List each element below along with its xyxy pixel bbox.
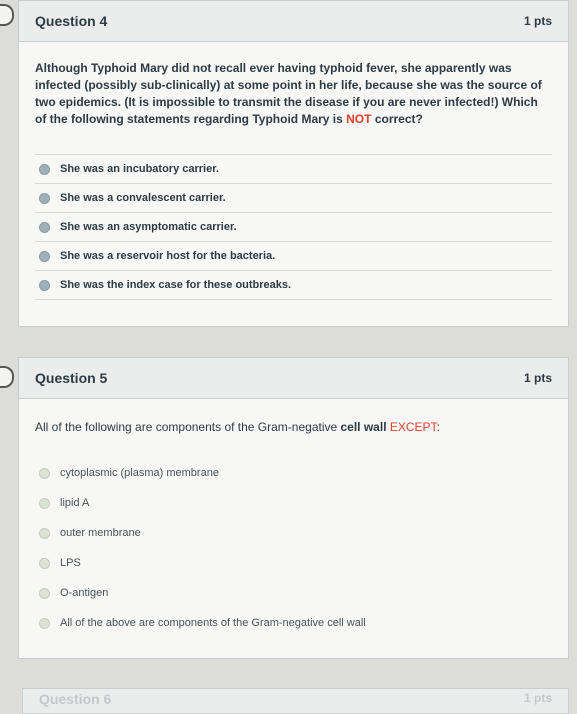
radio-button[interactable] <box>39 280 50 291</box>
radio-button[interactable] <box>39 618 50 629</box>
radio-button[interactable] <box>39 558 50 569</box>
option-label: She was the index case for these outbreaks. <box>60 279 292 291</box>
question-4-option[interactable] <box>35 154 552 183</box>
question-4-option[interactable] <box>35 241 552 270</box>
question-5-options <box>35 458 552 638</box>
radio-button[interactable] <box>39 588 50 599</box>
question-5-text-bold: cell wall <box>340 420 387 434</box>
question-5-title: Question 5 <box>35 370 108 386</box>
question-4-title: Question 4 <box>35 13 108 29</box>
question-5-option[interactable] <box>35 608 552 638</box>
question-5-header <box>19 358 568 399</box>
option-label: LPS <box>60 557 81 569</box>
option-label: cytoplasmic (plasma) membrane <box>60 467 219 479</box>
question-5-marker <box>0 366 14 388</box>
question-4-header <box>19 1 568 42</box>
question-5-option[interactable] <box>35 458 552 488</box>
question-5-option[interactable] <box>35 578 552 608</box>
question-4-option[interactable] <box>35 270 552 299</box>
radio-button[interactable] <box>39 468 50 479</box>
option-label: She was a reservoir host for the bacteria. <box>60 250 276 262</box>
option-label: outer membrane <box>60 527 141 539</box>
radio-button[interactable] <box>39 528 50 539</box>
question-4-marker <box>0 4 14 26</box>
option-label: O-antigen <box>60 587 109 599</box>
question-4-text-part1: Although Typhoid Mary did not recall ever having typhoid fever, she apparently was infected (possibly sub-clinically) at some point in her life, because she was the source of two epidemics. (It is impossible to transmit the disease if you are never infected!) Which of the following statements regarding Typhoid Mary is <box>35 61 542 126</box>
radio-button[interactable] <box>39 164 50 175</box>
option-label: She was a convalescent carrier. <box>60 192 226 204</box>
radio-button[interactable] <box>39 498 50 509</box>
question-6-header <box>22 688 569 714</box>
question-4-option[interactable] <box>35 212 552 241</box>
option-label: All of the above are components of the Gram-negative cell wall <box>60 617 366 629</box>
radio-button[interactable] <box>39 251 50 262</box>
question-4-points: 1 pts <box>523 14 552 28</box>
question-5-card <box>18 357 569 659</box>
question-4-option[interactable] <box>35 183 552 212</box>
question-5-points: 1 pts <box>523 371 552 385</box>
radio-button[interactable] <box>39 193 50 204</box>
question-6-title: Question 6 <box>39 691 112 707</box>
question-5-option[interactable] <box>35 518 552 548</box>
question-4-text <box>35 60 552 128</box>
question-5-option[interactable] <box>35 488 552 518</box>
question-6-points: 1 pts <box>523 691 552 705</box>
question-4-card <box>18 0 569 327</box>
question-5-text-part1: All of the following are components of the Gram-negative <box>35 420 341 434</box>
question-5-option[interactable] <box>35 548 552 578</box>
question-4-text-part2: correct? <box>371 112 423 126</box>
option-label: She was an incubatory carrier. <box>60 163 219 175</box>
question-4-not-emphasis: NOT <box>346 112 372 126</box>
question-5-text <box>35 419 552 436</box>
question-4-options <box>35 154 552 300</box>
option-label: She was an asymptomatic carrier. <box>60 221 237 233</box>
question-5-except-emphasis: EXCEPT <box>389 420 437 434</box>
option-label: lipid A <box>60 497 90 509</box>
radio-button[interactable] <box>39 222 50 233</box>
question-5-text-end: : <box>436 420 440 434</box>
